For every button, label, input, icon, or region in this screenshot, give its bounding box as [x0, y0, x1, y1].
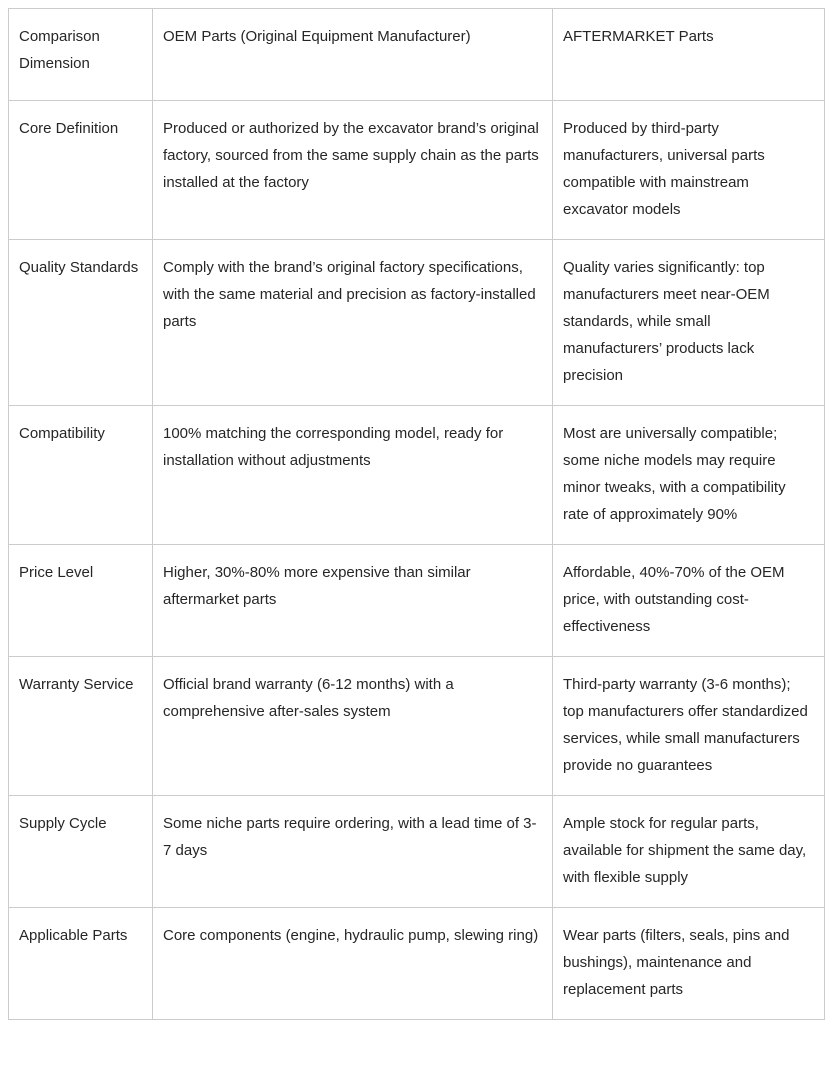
- cell-dimension: Warranty Service: [9, 657, 153, 796]
- cell-oem: Core components (engine, hydraulic pump, slewing ring): [153, 908, 553, 1020]
- column-header-aftermarket-parts: AFTERMARKET Parts: [553, 9, 825, 101]
- cell-oem: Official brand warranty (6-12 months) with a comprehensive after-sales system: [153, 657, 553, 796]
- cell-aftermarket: Produced by third-party manufacturers, universal parts compatible with mainstream excavator models: [553, 101, 825, 240]
- cell-aftermarket: Ample stock for regular parts, available for shipment the same day, with flexible supply: [553, 796, 825, 908]
- cell-dimension: Compatibility: [9, 406, 153, 545]
- cell-oem: 100% matching the corresponding model, ready for installation without adjustments: [153, 406, 553, 545]
- table-row-warranty-service: [9, 657, 825, 796]
- column-header-oem-parts: OEM Parts (Original Equipment Manufacturer): [153, 9, 553, 101]
- cell-oem: Higher, 30%-80% more expensive than similar aftermarket parts: [153, 545, 553, 657]
- cell-oem: Some niche parts require ordering, with a lead time of 3-7 days: [153, 796, 553, 908]
- cell-aftermarket: Quality varies significantly: top manufacturers meet near-OEM standards, while small manufacturers’ products lack precision: [553, 240, 825, 406]
- cell-aftermarket: Most are universally compatible; some niche models may require minor tweaks, with a compatibility rate of approximately 90%: [553, 406, 825, 545]
- table-row-quality-standards: [9, 240, 825, 406]
- column-header-comparison-dimension: Comparison Dimension: [9, 9, 153, 101]
- cell-aftermarket: Wear parts (filters, seals, pins and bushings), maintenance and replacement parts: [553, 908, 825, 1020]
- cell-dimension: Applicable Parts: [9, 908, 153, 1020]
- table-row-price-level: [9, 545, 825, 657]
- cell-aftermarket: Affordable, 40%-70% of the OEM price, with outstanding cost-effectiveness: [553, 545, 825, 657]
- cell-dimension: Supply Cycle: [9, 796, 153, 908]
- table-row-compatibility: [9, 406, 825, 545]
- cell-dimension: Core Definition: [9, 101, 153, 240]
- cell-oem: Comply with the brand’s original factory specifications, with the same material and precision as factory-installed parts: [153, 240, 553, 406]
- header-row: [9, 9, 825, 101]
- cell-oem: Produced or authorized by the excavator brand’s original factory, sourced from the same supply chain as the parts installed at the factory: [153, 101, 553, 240]
- parts-comparison-table: [8, 8, 825, 1020]
- table-row-core-definition: [9, 101, 825, 240]
- cell-dimension: Quality Standards: [9, 240, 153, 406]
- cell-dimension: Price Level: [9, 545, 153, 657]
- table-row-supply-cycle: [9, 796, 825, 908]
- table-row-applicable-parts: [9, 908, 825, 1020]
- cell-aftermarket: Third-party warranty (3-6 months); top manufacturers offer standardized services, while small manufacturers provide no guarantees: [553, 657, 825, 796]
